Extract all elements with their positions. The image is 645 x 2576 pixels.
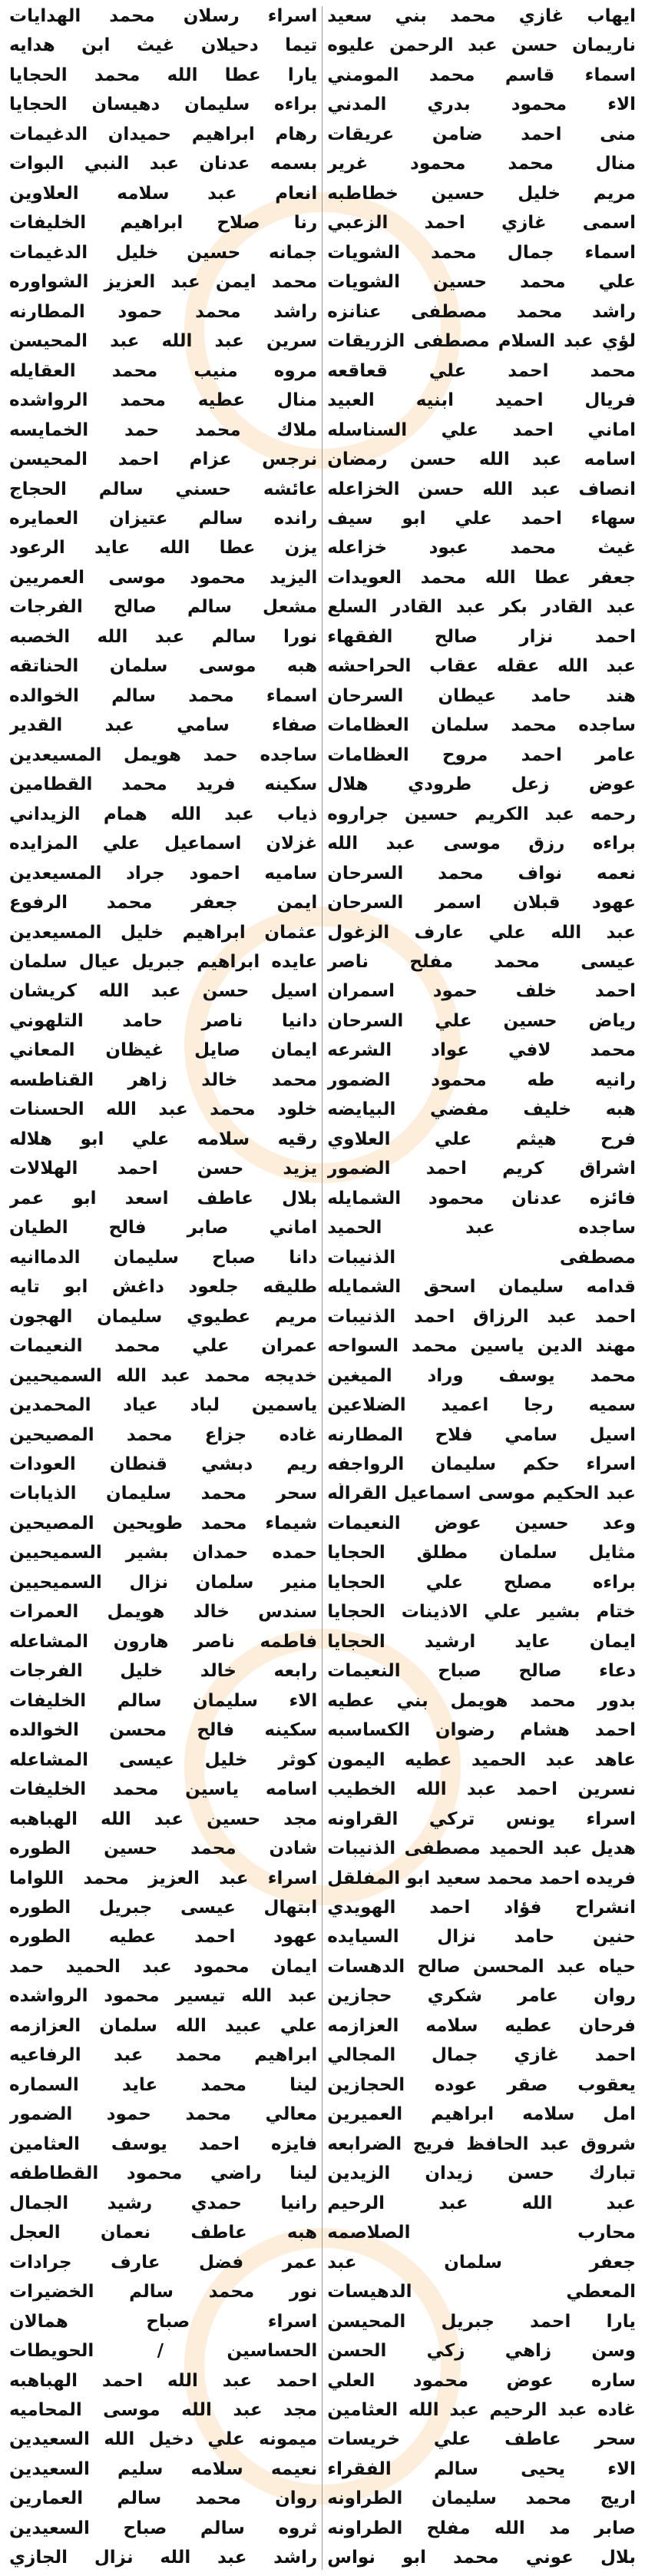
name-entry: مصطفى الذنيبات [327,1247,636,1268]
name-entry: غزلان اسماعيل علي المزايده [9,834,318,854]
name-entry: هبه خليف مفضي البيايضه [327,1099,636,1120]
name-entry: فايزه احمد يوسف العثامين [9,2133,318,2154]
name-entry: هديل عبد الحميد مصطفى الذنيبات [327,1838,636,1859]
name-entry: شادن محمد حسين الطوره [9,1838,318,1859]
name-entry: يارا عطا الله محمد الحجايا [9,65,318,85]
name-entry: نسرين احمد عبد الله الخطيب [327,1779,636,1800]
name-entry: عامر احمد مروح العظامات [327,744,636,765]
name-entry: احمد هشام رضوان الكساسبه [327,1720,636,1741]
name-entry: منير سلمان نزال السميحيين [9,1572,318,1593]
name-entry: تبارك حسن زيدان الزيدين [327,2163,636,2184]
name-entry: عهود قبلان اسمر السرحان [327,893,636,913]
name-entry: عيسى محمد مفلح ناصر [327,952,636,972]
name-entry: شروق عبد الحافظ فريج الضرابعه [327,2133,636,2154]
name-entry: عبد الله عقله عقاب الحراحشه [327,656,636,677]
name-entry: اسماء محمد سالم الخوالده [9,685,318,706]
name-entry: اسماء جمال محمد الشويات [327,242,636,263]
name-entry: دانيا ناصر حامد التلهوني [9,1010,318,1031]
name-entry: نعيمه سلامه سليم السعيدين [9,2458,318,2479]
name-entry: سرين عبد الله عبد المحيسن [9,331,318,352]
name-entry: رانيه طه محمود الضمور [327,1069,636,1090]
name-entry: محمد احمد علي قعاقعه [327,360,636,381]
name-entry: منال محمد محمود غرير [327,154,636,174]
name-entry: انشراح فؤاد احمد الهويدي [327,1898,636,1918]
name-entry: راشد عبد الله نزال الجازي [9,2548,318,2568]
name-entry: لينا محمد عايد السماره [9,2074,318,2095]
name-entry: لينا راضي محمود القطاطفه [9,2163,318,2184]
name-entry: عبد القادر بكر عبد القادر السلع [327,597,636,618]
name-entry: اماني احمد علي السناسله [327,419,636,440]
name-entry: منال عطيه محمد الرواشده [9,390,318,411]
name-entry: احمد عبد الرزاق احمد الذنيبات [327,1306,636,1327]
name-entry: احمد نزار صالح الفقهاء [327,626,636,647]
name-entry: يعقوب صقر عوده الحجازين [327,2074,636,2095]
name-entry: سكينه فريد محمد القطامين [9,774,318,795]
name-entry: اسراء صباح همالان [9,2311,318,2332]
names-column-left [5,6,322,2570]
name-entry: وعد حسين عوض النعيمات [327,1513,636,1533]
name-entry: عبد الله تيسير محمود الرواشده [9,1986,318,2007]
name-entry: هبه موسى سلمان الحناتقه [9,656,318,677]
name-entry: رانيا حمدي رشيد الجمال [9,2193,318,2213]
name-entry: ميمونه علي دخيل الله السعيدين [9,2429,318,2450]
name-entry: اسراء رسلان محمد الهدايات [9,6,318,26]
name-entry: بدور محمد هويمل بني عطيه [327,1690,636,1711]
name-entry: محمد خالد زاهر القناطسه [9,1069,318,1090]
name-entry: هبه عاطف نعمان العجل [9,2223,318,2243]
name-entry: مجد حسين عبد الله الهباهبه [9,1809,318,1829]
name-entry: ايهاب غازي محمد بني سعيد [327,6,636,26]
name-entry: ايمن جعفر محمد الرفوع [9,893,318,913]
name-entry: انعام عبد سلامه العلاوين [9,183,318,204]
name-entry: ايمان عايد ارشيد الحجايا [327,1631,636,1652]
name-entry: رنا صلاح ابراهيم الخليفات [9,213,318,234]
name-entry: مريم عطيوي سليمان الهجون [9,1306,318,1327]
name-entry: ثروه سالم صباح السعيدين [9,2518,318,2538]
name-entry: ناريمان حسن عبد الرحمن عليوه [327,35,636,56]
name-entry: اريج محمد سليمان الطراونه [327,2488,636,2509]
name-entry: محمد ايمن عبد العزيز الشواوره [9,272,318,293]
name-entry: ملاك محمد حمد الخمايسه [9,419,318,440]
name-entry: انصاف عبد الله حسن الخزاعله [327,479,636,499]
name-entry: مروه منيب محمد العقايله [9,360,318,381]
name-entry: فائزه عدنان محمود الشمايله [327,1188,636,1208]
name-entry: اسيل سامي فلاح المطارنه [327,1424,636,1445]
name-entry: عاهد عبد الحميد عطيه اليمون [327,1749,636,1770]
name-entry: بلال عاطف اسعد ابو عمر [9,1188,318,1208]
name-entry: بسمه عدنان عبد النبي البوات [9,154,318,174]
name-entry: براءه مصلح علي الحجايا [327,1572,636,1593]
name-entry: راشد محمد مصطفى عنانزه [327,301,636,322]
name-entry: عبد الله علي عارف الزغول [327,922,636,943]
name-entry: هند حامد عيطان السرحان [327,685,636,706]
name-entry: اسراء حكم سليمان الرواجفه [327,1454,636,1474]
name-entry: عثمان ابراهيم خليل المسيعدين [9,922,318,943]
name-entry: براءه سليمان دهيسان الحجايا [9,94,318,115]
name-entry: صابر مد الله مفلح الطراونه [327,2518,636,2538]
name-entry: ساجده محمد سلمان العظامات [327,715,636,736]
name-entry: روان محمد سالم العمارين [9,2488,318,2509]
name-entry: شيماء محمد طويحين المصيحين [9,1513,318,1533]
name-entry: عهود احمد عطيه الطوره [9,1927,318,1948]
name-entry: ساجده عبد الحميد [327,1218,636,1238]
name-entry: يزيد حسن احمد الهلالات [9,1159,318,1179]
name-entry: غاده عبد الرحيم عبد الله العثامين [327,2399,636,2420]
name-entry: ذياب عبد الله همام الزيداني [9,804,318,824]
name-entry: سحر عاطف علي خريسات [327,2429,636,2450]
name-entry: فاطمه ناصر هارون المشاعله [9,1631,318,1652]
name-entry: رقيه سلامه علي ابو هلاله [9,1129,318,1149]
name-entry: اسامه ياسين محمد الخليفات [9,1779,318,1800]
name-entry: محارب الصلاصمه [327,2223,636,2243]
name-entry: اسيل حسن عبد الله كريشان [9,981,318,1002]
name-entry: صفاء سامي عبد القدير [9,715,318,736]
name-entry: ريم دبشي قنطان العودات [9,1454,318,1474]
name-entry: حنين حامد نزال السيايده [327,1927,636,1948]
name-entry: لؤي عبد السلام مصطفى الزريقات [327,331,636,352]
name-entry: جعفر عطا الله محمد العويدات [327,567,636,588]
name-entry: عبد الحكيم موسى اسماعيل القرالّه [327,1484,636,1504]
name-entry: روان عامر شكري حجازين [327,1986,636,2007]
name-entry: يارا احمد جبريل المحيسن [327,2311,636,2332]
name-entry: رابعه خالد خليل الفرجات [9,1661,318,1682]
name-entry: سندس خالد هويمل العمرات [9,1602,318,1623]
name-entry: ساميه احمود جراد المسيعدين [9,863,318,884]
name-entry: فريال احميد ابنيه العبيد [327,390,636,411]
name-entry: محمد لافي عواد الشرعه [327,1040,636,1061]
name-entry: الاء يحيى سالم الفقراء [327,2458,636,2479]
name-entry: مهند الدين ياسين محمد السواحه [327,1336,636,1357]
name-entry: فرحان عطيه سلامه العزازمه [327,2015,636,2036]
name-entry: عمران علي محمد النعيمات [9,1336,318,1357]
name-entry: براءه رزق موسى عبد الله [327,834,636,854]
name-entry: احمد خلف حمود اسمران [327,981,636,1002]
name-entry: اماني صابر فالح الطيان [9,1218,318,1238]
name-entry: ابتهال عيسى جبريل الطوره [9,1898,318,1918]
name-entry: فرح هيثم علي العلاوي [327,1129,636,1149]
name-entry: غيث محمد عبود خزاعله [327,538,636,559]
name-entry: ختام بشير علي الاذينات الحجايا [327,1602,636,1623]
name-entry: ايمان محمود عبد الحميد حمد [9,1956,318,1977]
name-entry: مجد عبد الله موسى المحاميه [9,2399,318,2420]
name-entry: سحر محمد سليمان الذيابات [9,1484,318,1504]
name-entry: احمد غازي جمال المجالي [327,2045,636,2066]
name-entry: اسماء قاسم محمد المومني [327,65,636,85]
name-entry: رانده سالم عتيزان العمايره [9,508,318,529]
name-entry: معالي محمد حمود الضمور [9,2104,318,2125]
name-entry: المعطي الدهيسات [327,2282,636,2302]
name-entry: عمر فضل عارف جرادات [9,2252,318,2273]
name-entry: اليزيد محمود موسى العمريين [9,567,318,588]
name-entry: راشد محمد حمود المطارنه [9,301,318,322]
name-entry: عبد الله عبد الرحيم [327,2193,636,2213]
name-entry: عائشه حسني سالم الحجاج [9,479,318,499]
name-entry: فريده احمد محمد سعيد ابو المفلقل [327,1868,636,1888]
name-entry: قدامه سليمان اسحق الشمايله [327,1277,636,1298]
name-entry: نعمه نواف محمد السرحان [327,863,636,884]
names-column-right [322,6,640,2570]
name-entry: حياه عبد المحسن صالح الدهسات [327,1956,636,1977]
name-entry: علي محمد حسين الشويات [327,272,636,293]
name-entry: امل سلامه ابراهيم العميرين [327,2104,636,2125]
name-entry: رحمه عبد الكريم حسين جراروه [327,804,636,824]
name-entry: علي عبيد الله سلمان العزازمه [9,2015,318,2036]
name-entry: اشراق كريم احمد الضمور [327,1159,636,1179]
name-entry: ايمان صايل غيظان المعاني [9,1040,318,1061]
name-entry: نور محمد سالم الخضيرات [9,2282,318,2302]
name-entry: جمانه حسين خليل الدغيمات [9,242,318,263]
name-entry: مريم خليل حسين خطاطبه [327,183,636,204]
name-entry: دانا صباح سليمان الدماانيه [9,1247,318,1268]
name-entry: كوثر خليل عيسى المشاعله [9,1749,318,1770]
name-entry: ساجده حمد هويمل المسيعدين [9,744,318,765]
name-entry: احمد عبد الله احمد الهباهبه [9,2370,318,2391]
name-entry: اسمى غازي احمد الزعبي [327,213,636,234]
name-entry: الاء سليمان سالم الخليفات [9,1690,318,1711]
name-entry: الحساسين / الحويطات [9,2341,318,2362]
name-entry: جعفر سلمان عبد [327,2252,636,2273]
name-entry: عوض زعل طرودي هلال [327,774,636,795]
name-entry: بلال عوني محمد ابو نواس [327,2548,636,2568]
name-entry: دعاء صالح صباح النعيمات [327,1661,636,1682]
name-entry: يزن عطا الله عايد الرعود [9,538,318,559]
name-entry: اسامه عبد الله حسن رمضان [327,449,636,470]
name-entry: رياض حسين علي السرحان [327,1010,636,1031]
name-entry: ابراهيم محمد عبد الرفاعيه [9,2045,318,2066]
names-columns [5,6,640,2570]
name-entry: سكينه فالح محسن الخوالده [9,1720,318,1741]
name-entry: رهام ابراهيم حميدان الدغيمات [9,124,318,144]
name-entry: ياسمين لباد عياد المحمدين [9,1395,318,1416]
name-entry: منى احمد ضامن عريقات [327,124,636,144]
name-entry: غاده جزاع محمد المصيحين [9,1424,318,1445]
name-entry: وسن زاهي زكي الحسن [327,2341,636,2362]
name-entry: تيما دحيلان غيث ابن هدايه [9,35,318,56]
name-entry: خلود محمد عبد الله الحسنات [9,1099,318,1120]
name-entry: خديجه محمد عبد الله السميحيين [9,1365,318,1386]
name-entry: مشعل سالم صالح الفرجات [9,597,318,618]
name-entry: نرجس عزام احمد المحيسن [9,449,318,470]
name-entry: الاء محمود بدري المدني [327,94,636,115]
name-entry: نورا سالم عبد الله الخصبه [9,626,318,647]
name-entry: اسراء يونس تركي القراونه [327,1809,636,1829]
name-entry: سميه رجا اعميد الضلاعين [327,1395,636,1416]
name-entry: محمد يوسف وراد الميغين [327,1365,636,1386]
name-entry: ساره عوض محمود العلي [327,2370,636,2391]
name-entry: مثايل سلمان مطلق الحجايا [327,1543,636,1563]
name-entry: حمده حمدان بشير السميحيين [9,1543,318,1563]
name-entry: سهاء احمد علي ابو سيف [327,508,636,529]
name-entry: اسراء عبد العزيز محمد اللواما [9,1868,318,1888]
name-entry: طليقه جلعود داغش ابو تايه [9,1277,318,1298]
name-entry: عايده ابراهيم جبريل عيال سلمان [9,952,318,972]
